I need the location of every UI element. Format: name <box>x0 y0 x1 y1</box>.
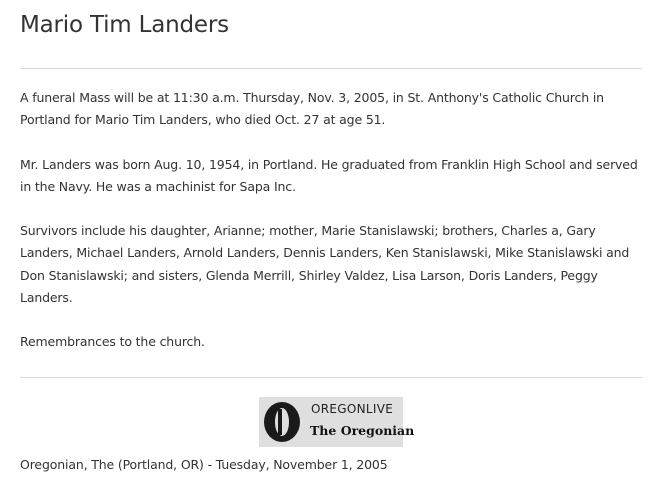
logo-bottom-text: The Oregonian <box>310 423 415 438</box>
logo-top-text: OREGONLIVE <box>311 402 394 416</box>
top-divider <box>20 68 642 69</box>
oregonian-o-logo-icon <box>262 401 302 443</box>
oregonlive-logo[interactable] <box>259 397 415 447</box>
source-line: Oregonian, The (Portland, OR) - Tuesday, November 1, 2005 <box>20 457 388 472</box>
paragraph-remembrances: Remembrances to the church. <box>20 334 205 350</box>
obituary-body <box>20 87 642 376</box>
paragraph-biography: Mr. Landers was born Aug. 10, 1954, in Portland. He graduated from Franklin High School and served in the Navy. He was a machinist for Sapa Inc. <box>20 156 638 194</box>
paragraph-survivors: Survivors include his daughter, Arianne; mother, Marie Stanislawski; brothers, Charles a, Gary Landers, Michael Landers, Arnold Landers, Dennis Landers, Ken Stanislawski, Mike Stanislawski and Don Stanislawski; and sisters, Glenda Merrill, Shirley Valdez, Lisa Larson, Doris Landers, Peggy Landers. <box>20 223 630 306</box>
bottom-divider <box>20 377 642 378</box>
paragraph-funeral-mass: A funeral Mass will be at 11:30 a.m. Thursday, Nov. 3, 2005, in St. Anthony's Catholic Church in Portland for Mario Tim Landers, who died Oct. 27 at age 51. <box>20 90 604 128</box>
page-title: Mario Tim Landers <box>20 12 229 38</box>
